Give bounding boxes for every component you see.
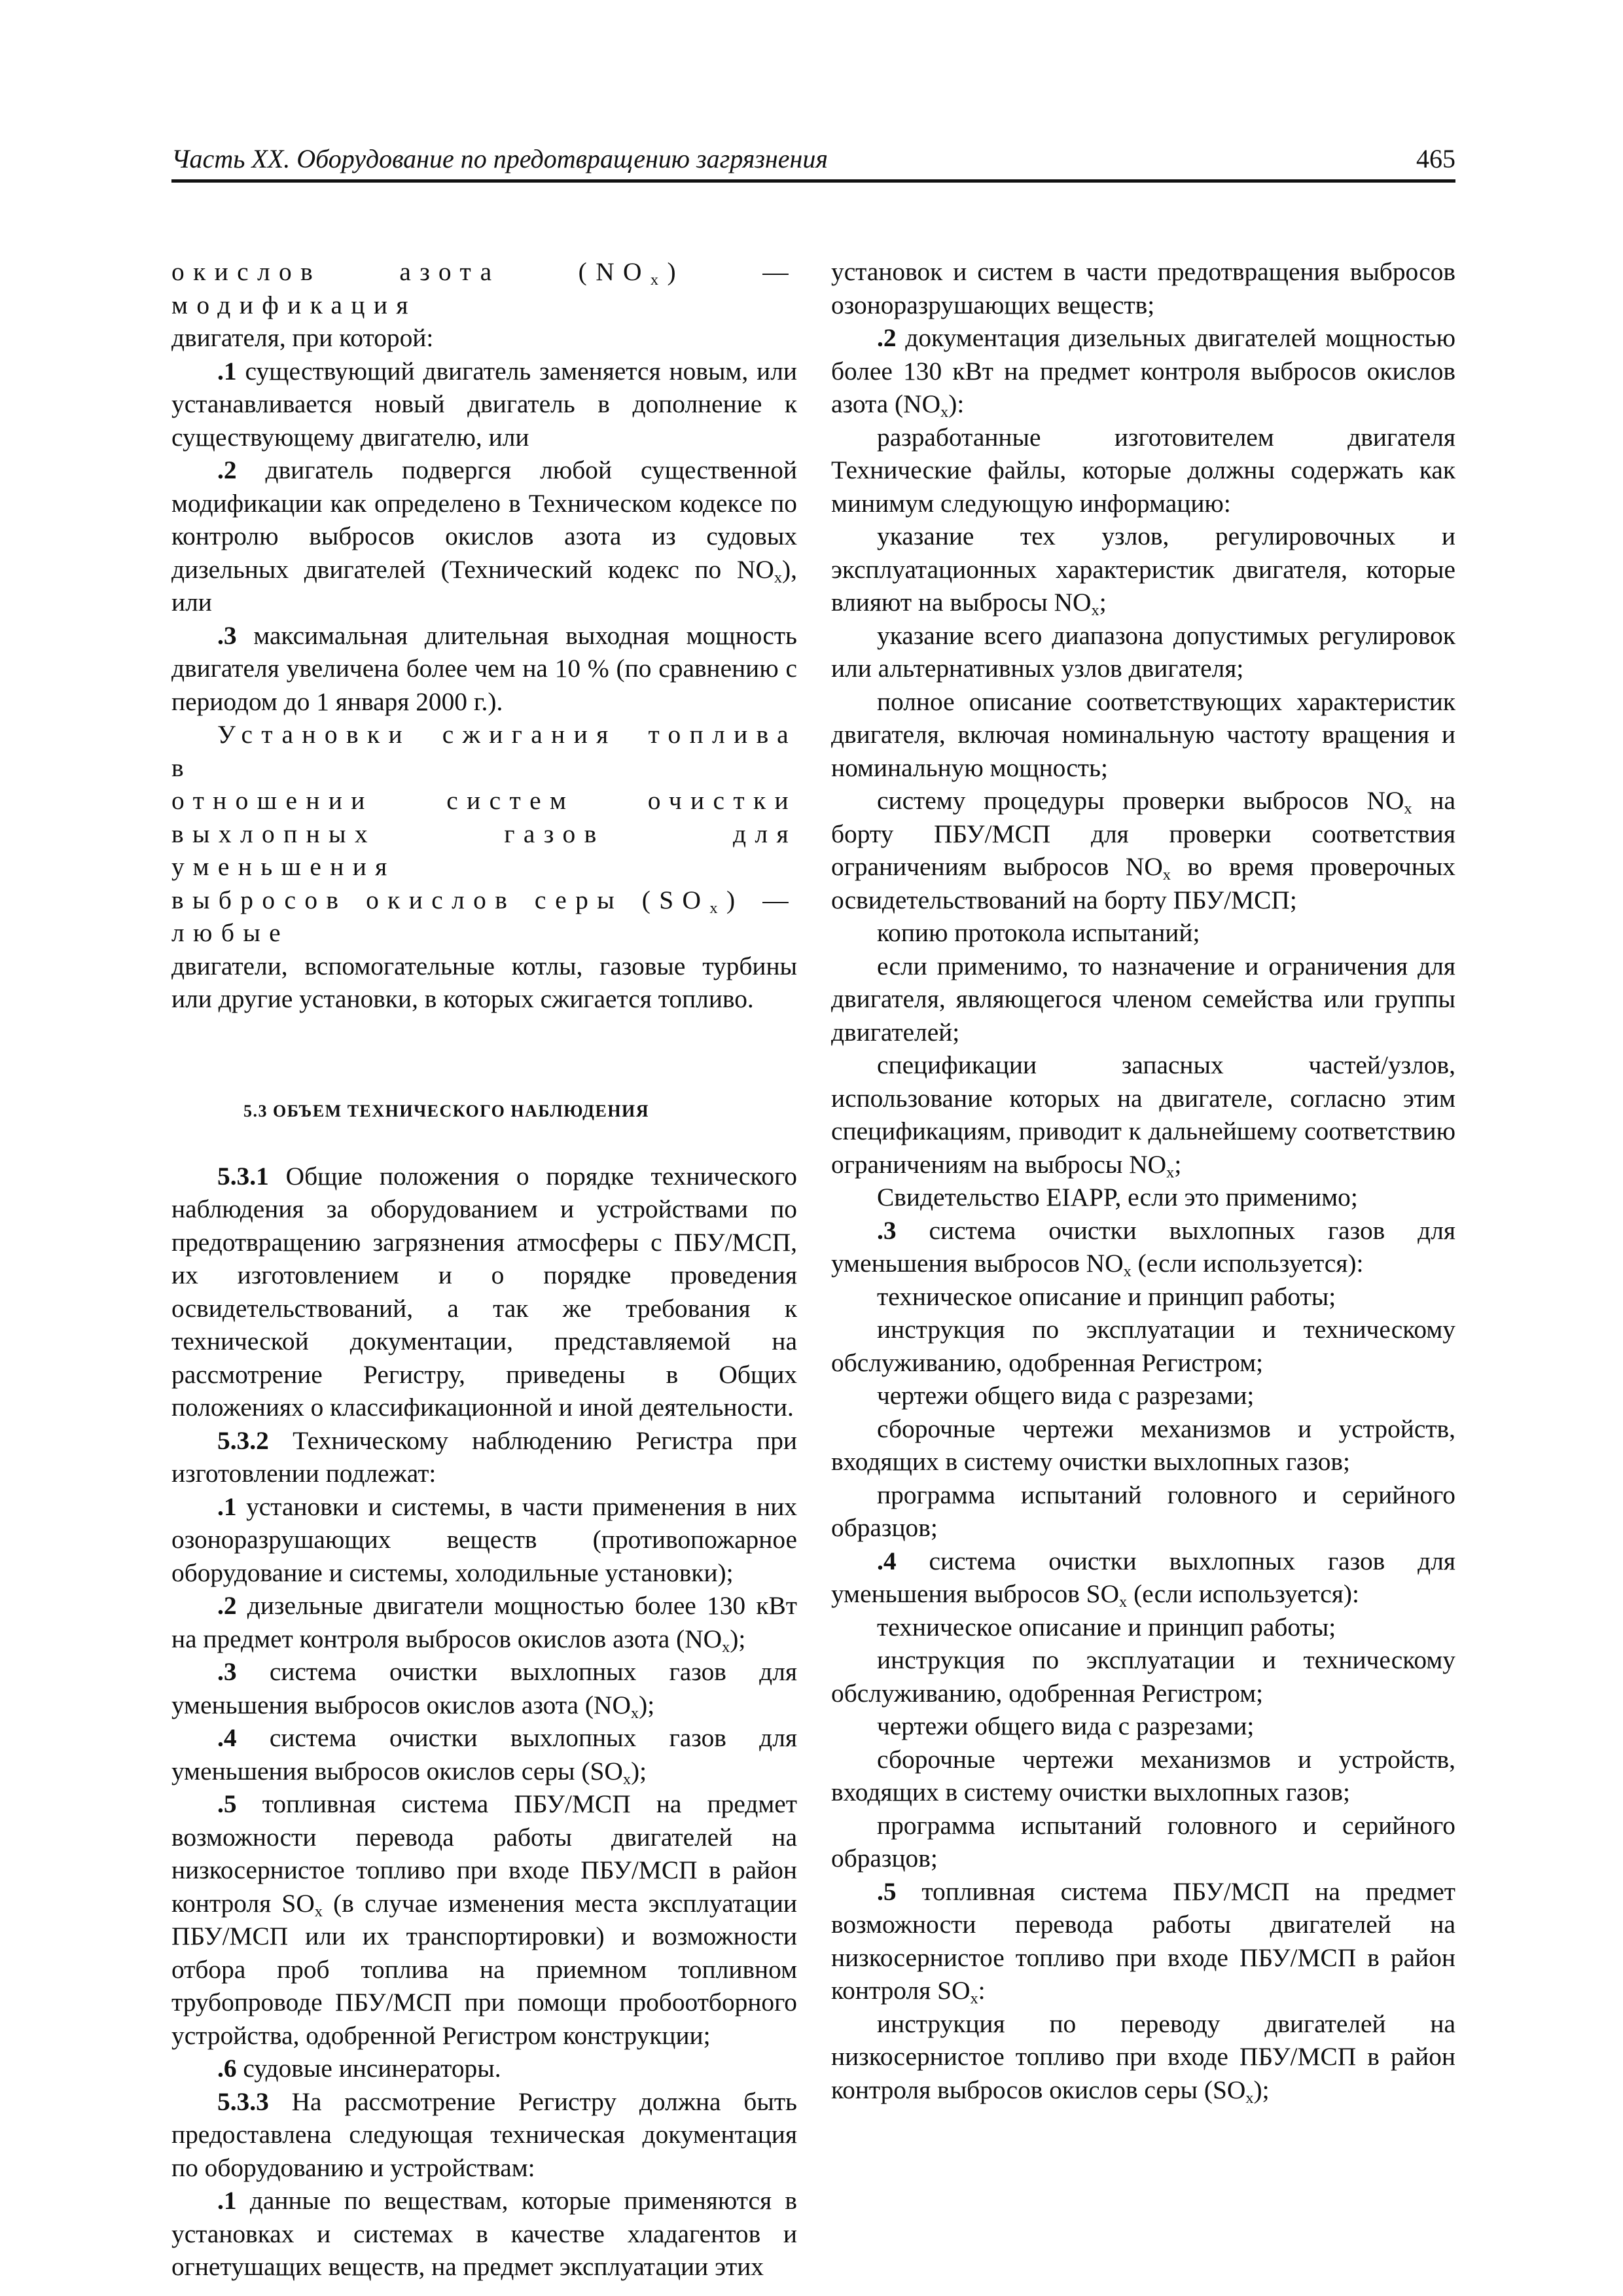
paragraph: .1 существующий двигатель заменяется новым, или устанавливается новый двигатель в дополнение к существующему двигателю, или: [171, 356, 797, 452]
paragraph: программа испытаний головного и серийного образцов;: [831, 1480, 1455, 1542]
list-item: .2 документация дизельных двигателей мощностью более 130 кВт на предмет контроля выбросов окислов азота $(NO_x)$:: [831, 323, 1455, 421]
header-title: Часть XX. Оборудование по предотвращению загрязнения: [171, 144, 828, 173]
paragraph: инструкция по эксплуатации и техническому обслуживанию, одобренная Регистром;: [831, 1645, 1455, 1708]
running-header: [171, 136, 1455, 183]
paragraph: спецификации запасных частей/узлов, использование которых на двигателе, согласно этим спецификациям, приводит к дальнейшему соответствию ограничениям на выбросы $NO_x$;: [831, 1050, 1455, 1181]
paragraph: инструкция по эксплуатации и техническому обслуживанию, одобренная Регистром;: [831, 1315, 1455, 1377]
paragraph: указание тех узлов, регулировочных и эксплуатационных характеристик двигателя, которые влияют на выбросы $NO_x$;: [831, 522, 1455, 619]
definition-line: выбросов окислов серы $(SO_x)$ — любые: [171, 885, 797, 947]
list-item: .3 система очистки выхлопных газов для уменьшения выбросов окислов азота $(NO_x)$;: [171, 1657, 797, 1722]
paragraph: установок и систем в части предотвращения выбросов озоноразрушающих веществ;: [831, 257, 1455, 319]
paragraph: сборочные чертежи механизмов и устройств, входящих в систему очистки выхлопных газов;: [831, 1414, 1455, 1476]
paragraph: двигатели, вспомогательные котлы, газовые турбины или другие установки, в которых сжигается топливо.: [171, 951, 797, 1013]
definition-line: выхлопных газов для уменьшения: [171, 819, 797, 881]
paragraph: техническое описание и принцип работы;: [877, 1282, 1336, 1311]
list-item: .4 система очистки выхлопных газов для уменьшения выбросов окислов серы $(SO_x)$;: [171, 1723, 797, 1788]
paragraph: чертежи общего вида с разрезами;: [877, 1712, 1255, 1740]
list-item: .5 топливная система ПБУ/МСП на предмет возможности перевода работы двигателей на низкосернистое топливо при входе ПБУ/МСП в район контроля $SO_x$ (в случае изменения места эксплуатации ПБУ/МСП или их транспортировки) и возможности отбора проб топлива на приемном топливном трубопроводе ПБУ/МСП при помощи пробоотборного устройства, одобренной Регистром конструкции;: [171, 1789, 797, 2050]
left-column: [171, 255, 797, 2284]
paragraph: .2 двигатель подвергся любой существенной модификации как определено в Техническом кодексе по контролю выбросов окислов азота из судовых дизельных двигателей (Технический кодекс по $NO_x$), или: [171, 456, 797, 617]
paragraph: сборочные чертежи механизмов и устройств, входящих в систему очистки выхлопных газов;: [831, 1744, 1455, 1806]
paragraph: 5.3.2 Техническому наблюдению Регистра при изготовлении подлежат:: [171, 1426, 797, 1488]
paragraph: 5.3.3 На рассмотрение Регистру должна быть предоставлена следующая техническая документация по оборудованию и устройствам:: [171, 2087, 797, 2182]
paragraph: указание всего диапазона допустимых регулировок или альтернативных узлов двигателя;: [831, 620, 1455, 683]
paragraph: техническое описание и принцип работы;: [877, 1612, 1336, 1641]
paragraph: 5.3.1 Общие положения о порядке технического наблюдения за оборудованием и устройствами по предотвращению загрязнения атмосферы с ПБУ/МСП, их изготовлением и о порядке проведения освидетельствований, а так же требования к технической документации, представляемой на рассмотрение Регистру, приведены в Общих положениях о классификационной и иной деятельности.: [171, 1161, 797, 1422]
paragraph: систему процедуры проверки выбросов $NO_x$ на борту ПБУ/МСП для проверки соответствия ограничениям выбросов $NO_x$ во время проверочных освидетельствований на борту ПБУ/МСП;: [831, 786, 1455, 914]
list-item: .4 система очистки выхлопных газов для уменьшения выбросов $SO_x$ (если используется):: [831, 1546, 1455, 1611]
paragraph: двигателя, при которой:: [171, 323, 434, 352]
paragraph: Свидетельство EIAPP, если это применимо;: [877, 1183, 1358, 1211]
list-item: .3 система очистки выхлопных газов для уменьшения выбросов $NO_x$ (если используется):: [831, 1215, 1455, 1280]
list-item: .2 дизельные двигатели мощностью более 130 кВт на предмет контроля выбросов окислов азота $(NO_x)$;: [171, 1591, 797, 1656]
page-number: 465: [1416, 144, 1455, 173]
paragraph: .3 максимальная длительная выходная мощность двигателя увеличена более чем на 10 % (по сравнению с периодом до 1 января 2000 г.).: [171, 620, 797, 716]
paragraph: копию протокола испытаний;: [877, 918, 1200, 947]
definition-line: Установки сжигания топлива в: [171, 720, 797, 782]
paragraph: разработанные изготовителем двигателя Технические файлы, которые должны содержать как минимум следующую информацию:: [831, 422, 1455, 518]
paragraph: окислов азота $(NO_x)$ — модификация: [171, 257, 798, 319]
paragraph: полное описание соответствующих характеристик двигателя, включая номинальную частоту вращения и номинальную мощность;: [831, 687, 1455, 782]
paragraph: если применимо, то назначение и ограничения для двигателя, являющегося членом семейства или группы двигателей;: [831, 951, 1455, 1047]
list-item: .6 судовые инсинераторы.: [217, 2054, 501, 2083]
paragraph: программа испытаний головного и серийного образцов;: [831, 1810, 1455, 1873]
paragraph: чертежи общего вида с разрезами;: [877, 1381, 1255, 1410]
list-item: .5 топливная система ПБУ/МСП на предмет возможности перевода работы двигателей на низкосернистое топливо при входе ПБУ/МСП в район контроля $SO_x$:: [831, 1876, 1455, 2007]
definition-line: отношении систем очистки: [171, 786, 797, 815]
list-item: .1 установки и системы, в части применения в них озоноразрушающих веществ (противопожарное оборудование и системы, холодильные установки);: [171, 1492, 797, 1587]
list-item: .1 данные по веществам, которые применяются в установках и системах в качестве хладагентов и огнетушащих веществ, на предмет эксплуатации этих: [171, 2186, 797, 2281]
section-heading: 5.3 ОБЪЕМ ТЕХНИЧЕСКОГО НАБЛЮДЕНИЯ: [243, 1101, 650, 1121]
paragraph: инструкция по переводу двигателей на низкосернистое топливо при входе ПБУ/МСП в район контроля выбросов окислов серы $(SO_x)$;: [831, 2009, 1455, 2107]
right-column: [831, 255, 1455, 2106]
